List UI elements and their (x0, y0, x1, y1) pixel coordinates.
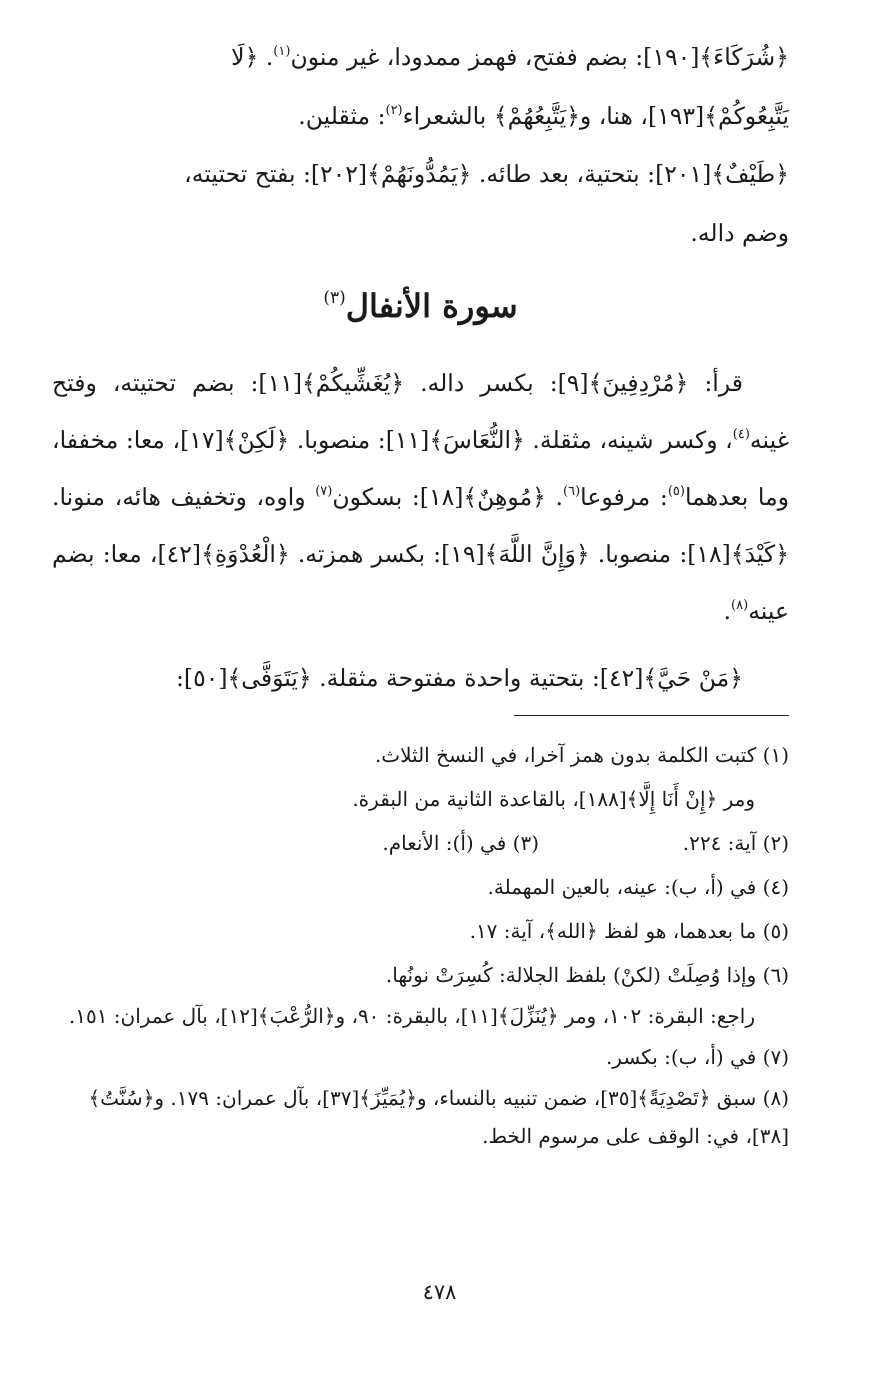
footnote-continuation: ومر ﴿إِنْ أَنَا إِلَّا﴾[١٨٨]، بالقاعدة الثانية من البقرة. (352, 787, 755, 811)
footnote-continuation: راجع: البقرة: ١٠٢، ومر ﴿يُنَزِّلَ﴾[١١]، بالبقرة: ٩٠، و﴿الرُّعْبَ﴾[١٢]، بآل عمران: ١٥١. (68, 1004, 755, 1028)
page-number: ٤٧٨ (422, 1280, 457, 1304)
footnote-marker: (٤) (732, 427, 750, 442)
footnote-marker: (١) (273, 44, 291, 59)
surah-heading (52, 268, 789, 336)
text-line: يَتَّبِعُوكُمْ﴾[١٩٣]، هنا، و﴿يَتَّبِعُهُمْ﴾ بالشعراء$^{(٢)}$: مثقلين. (298, 101, 789, 130)
footnote: (٦) وإذا وُصِلَتْ (لكنْ) بلفظ الجلالة: كُسِرَتْ نونُها. (385, 963, 789, 987)
paragraph: ﴿مَنْ حَيَّ﴾[٤٢]: بتحتية واحدة مفتوحة مثقلة. ﴿يَتَوَفَّى﴾[٥٠]: (176, 664, 743, 692)
top-text-block (52, 28, 789, 262)
footnote: (١) كتبت الكلمة بدون همز آخرا، في النسخ الثلاث. (374, 743, 789, 767)
footnote-marker: (٥) (667, 484, 685, 499)
footnote: (٤) في (أ، ب): عينه، بالعين المهملة. (487, 875, 789, 899)
footnote: (٢) آية: ٢٢٤. (682, 831, 789, 855)
footnote-marker: (٧) (315, 484, 333, 499)
paragraph: قرأ: ﴿مُرْدِفِينَ﴾[٩]: بكسر داله. ﴿يُغَشِّيكُمْ﴾[١١]: بضم تحتيته، وفتح غينه$^{(٤)}$، وكسر شينه، مثقلة. ﴿النُّعَاسَ﴾[١١]: منصوبا. ﴿لَكِنْ﴾[١٧]، معا: مخففا، وما بعدهما$^{(٥)}$: مرفوعا$^{(٦)}$. ﴿مُوهِنٌ﴾[١٨]: بسكون$^{(٧)}$ واوه، وتخفيف هائه، منونا. ﴿كَيْدَ﴾[١٨]: منصوبا. ﴿وَإِنَّ اللَّهَ﴾[١٩]: بكسر همزته. ﴿الْعُدْوَةِ﴾[٤٢]، معا: بضم عينه$^{(٨)}$. (52, 369, 790, 625)
footnote-marker: (٦) (563, 484, 581, 499)
surah-title: سورة الأنفال (345, 287, 518, 325)
footnote: (٨) سبق ﴿تَصْدِيَةً﴾[٣٥]، ضمن تنبيه بالنساء، و﴿يُمَيِّزَ﴾[٣٧]، بآل عمران: ١٧٩. و﴿سُنَّتُ﴾[٣٨]، في: الوقف على مرسوم الخط. (88, 1086, 789, 1148)
footnote-separator (514, 715, 789, 716)
footnote-marker: (٣) (323, 288, 346, 308)
footnote-marker: (٢) (385, 102, 403, 118)
text-line: ﴿شُرَكَاءَ﴾[١٩٠]: بضم ففتح، فهمز ممدودا، غير منون$^{(١)}$. ﴿لَا (231, 43, 789, 71)
text-line: وضم داله. (690, 218, 789, 247)
footnote: (٣) في (أ): الأنعام. (382, 831, 539, 855)
footnote: (٧) في (أ، ب): بكسر. (605, 1045, 789, 1069)
footnote: (٥) ما بعدهما، هو لفظ ﴿الله﴾، آية: ١٧. (469, 919, 789, 943)
footnotes (52, 733, 789, 1155)
text-line: ﴿طَيْفٌ﴾[٢٠١]: بتحتية، بعد طائه. ﴿يَمُدُّونَهُمْ﴾[٢٠٢]: بفتح تحتيته، (184, 160, 789, 188)
footnote-row (52, 821, 789, 865)
surah-body (52, 355, 789, 707)
footnote-marker: (٨) (731, 598, 749, 613)
